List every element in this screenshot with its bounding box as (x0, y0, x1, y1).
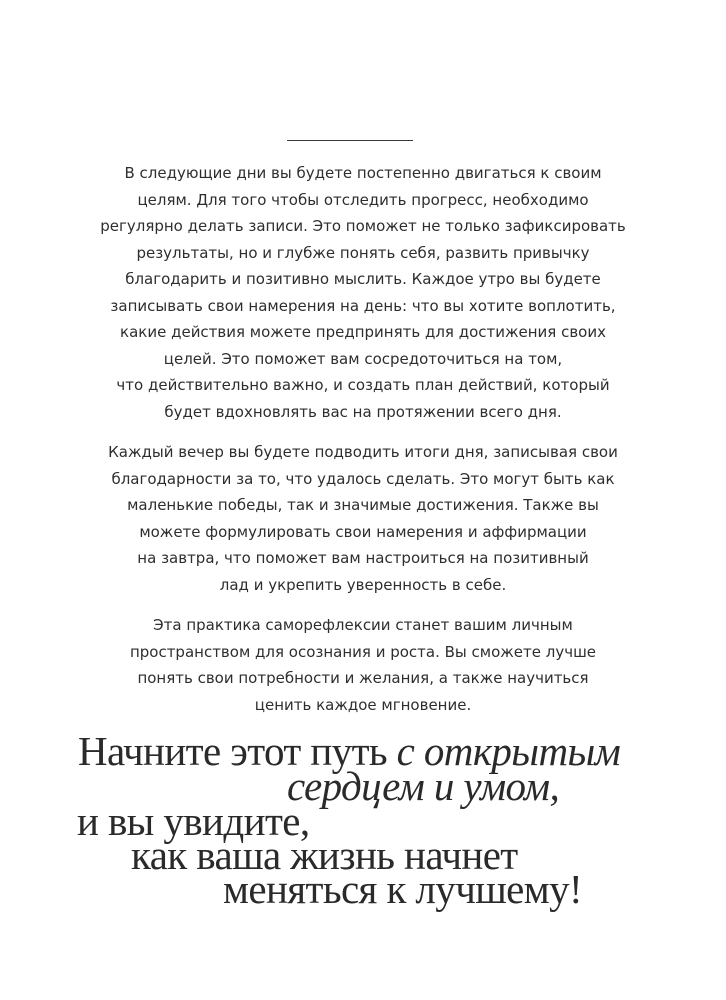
paragraph-line: на завтра, что поможет вам настроиться на позитивный (137, 549, 589, 567)
quote-line-5: меняться к лучшему! (223, 866, 583, 912)
paragraph-line: будет вдохновлять вас на протяжении всего дня. (164, 402, 562, 421)
paragraph-line: маленькие победы, так и значимые достижения. Также вы (127, 496, 599, 514)
paragraph-line: можете формулировать свои намерения и аффирмации (139, 522, 587, 541)
paragraph-line: записывать свои намерения на день: что вы хотите воплотить, (110, 296, 616, 315)
quote-text-regular: Начните этот путь (78, 728, 397, 774)
divider-rule (287, 140, 413, 141)
paragraph-line: что действительно важно, и создать план действий, который (116, 376, 610, 394)
paragraph-line: благодарить и позитивно мыслить. Каждое утро вы будете (125, 270, 601, 288)
paragraph-line: регулярно делать записи. Это поможет не только зафиксировать (100, 217, 626, 235)
paragraph-line: понять свои потребности и желания, а также научиться (137, 669, 589, 687)
paragraph-line: В следующие дни вы будете постепенно двигаться к своим (124, 164, 602, 182)
reflection-paragraph (60, 612, 666, 718)
paragraph-line: Каждый вечер вы будете подводить итоги дня, записывая свои (108, 443, 618, 461)
paragraph-line: благодарности за то, что удалось сделать. Это могут быть как (111, 469, 615, 488)
evening-paragraph (60, 439, 666, 598)
quote-line-2: сердцем и умом, (287, 763, 560, 809)
intro-paragraph (60, 160, 666, 425)
paragraph-line: пространством для осознания и роста. Вы сможете лучше (129, 642, 597, 661)
paragraph-line: ценить каждое мгновение. (254, 695, 472, 714)
paragraph-line: Эта практика саморефлексии станет вашим личным (153, 616, 573, 634)
paragraph-line: целей. Это поможет вам сосредоточиться на том, (163, 349, 563, 368)
quote-text-italic: с открытым (396, 728, 621, 774)
paragraph-line: какие действия можете предпринять для достижения своих (120, 323, 606, 341)
quote-line-4: как ваша жизнь начнет (131, 832, 518, 878)
paragraph-line: лад и укрепить уверенность в себе. (219, 575, 507, 594)
paragraph-line: результаты, но и глубже понять себя, развить привычку (136, 243, 590, 262)
quote-line-3: и вы увидите, (77, 798, 310, 844)
paragraph-line: целям. Для того чтобы отследить прогресс, необходимо (137, 190, 589, 209)
